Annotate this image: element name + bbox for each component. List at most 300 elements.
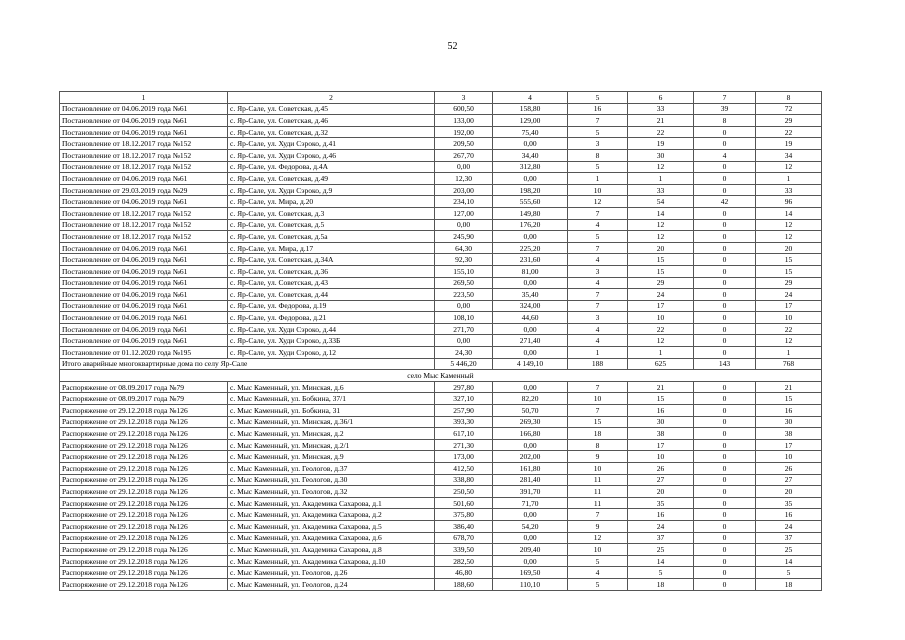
value-cell: 24 xyxy=(756,520,822,532)
value-cell: 12 xyxy=(568,196,628,208)
address-cell: с. Яр-Сале, ул. Советская, д.45 xyxy=(228,103,435,115)
value-cell: 4 xyxy=(568,277,628,289)
value-cell: 29 xyxy=(756,277,822,289)
table-row xyxy=(60,103,822,115)
value-cell: 38 xyxy=(756,428,822,440)
value-cell: 22 xyxy=(628,126,694,138)
value-cell: 21 xyxy=(756,381,822,393)
value-cell: 338,80 xyxy=(435,474,493,486)
value-cell: 0,00 xyxy=(493,173,568,185)
value-cell: 10 xyxy=(568,184,628,196)
table-row xyxy=(60,254,822,266)
value-cell: 71,70 xyxy=(493,497,568,509)
value-cell: 0 xyxy=(694,242,756,254)
value-cell: 12 xyxy=(756,335,822,347)
value-cell: 271,40 xyxy=(493,335,568,347)
table-row xyxy=(60,509,822,521)
value-cell: 149,80 xyxy=(493,207,568,219)
table-row xyxy=(60,161,822,173)
address-cell: с. Яр-Сале, ул. Федорова, д.4А xyxy=(228,161,435,173)
value-cell: 0 xyxy=(694,184,756,196)
value-cell: 391,70 xyxy=(493,486,568,498)
value-cell: 0,00 xyxy=(435,300,493,312)
address-cell: с. Мыс Каменный, ул. Бобкина, 31 xyxy=(228,405,435,417)
value-cell: 0,00 xyxy=(435,219,493,231)
total-value-cell: 4 149,10 xyxy=(493,358,568,370)
document-cell: Постановление от 29.03.2019 года №29 xyxy=(60,184,228,196)
value-cell: 269,30 xyxy=(493,416,568,428)
address-cell: с. Яр-Сале, ул. Худи Сэроко, д.41 xyxy=(228,138,435,150)
address-cell: с. Яр-Сале, ул. Советская, д.5 xyxy=(228,219,435,231)
value-cell: 0 xyxy=(694,416,756,428)
value-cell: 10 xyxy=(756,312,822,324)
value-cell: 412,50 xyxy=(435,463,493,475)
value-cell: 0,00 xyxy=(493,439,568,451)
value-cell: 1 xyxy=(628,347,694,359)
document-cell: Распоряжение от 29.12.2018 года №126 xyxy=(60,578,228,590)
address-cell: с. Яр-Сале, ул. Мира, д.20 xyxy=(228,196,435,208)
value-cell: 11 xyxy=(568,474,628,486)
value-cell: 3 xyxy=(568,265,628,277)
table-row xyxy=(60,312,822,324)
value-cell: 5 xyxy=(568,161,628,173)
value-cell: 0,00 xyxy=(493,381,568,393)
value-cell: 34,40 xyxy=(493,149,568,161)
document-cell: Распоряжение от 29.12.2018 года №126 xyxy=(60,405,228,417)
value-cell: 8 xyxy=(568,149,628,161)
table-row xyxy=(60,463,822,475)
value-cell: 0 xyxy=(694,254,756,266)
value-cell: 0 xyxy=(694,126,756,138)
table-row xyxy=(60,393,822,405)
value-cell: 38 xyxy=(628,428,694,440)
table-row xyxy=(60,381,822,393)
value-cell: 166,80 xyxy=(493,428,568,440)
value-cell: 617,10 xyxy=(435,428,493,440)
value-cell: 155,10 xyxy=(435,265,493,277)
value-cell: 5 xyxy=(756,567,822,579)
value-cell: 386,40 xyxy=(435,520,493,532)
value-cell: 35 xyxy=(756,497,822,509)
value-cell: 0 xyxy=(694,323,756,335)
address-cell: с. Яр-Сале, ул. Худи Сэроко, д.44 xyxy=(228,323,435,335)
value-cell: 267,70 xyxy=(435,149,493,161)
value-cell: 27 xyxy=(628,474,694,486)
value-cell: 0 xyxy=(694,300,756,312)
value-cell: 7 xyxy=(568,242,628,254)
table-row xyxy=(60,578,822,590)
table-row xyxy=(60,196,822,208)
value-cell: 0 xyxy=(694,219,756,231)
value-cell: 5 xyxy=(568,231,628,243)
value-cell: 192,00 xyxy=(435,126,493,138)
value-cell: 0 xyxy=(694,277,756,289)
value-cell: 0 xyxy=(694,231,756,243)
document-cell: Распоряжение от 29.12.2018 года №126 xyxy=(60,520,228,532)
value-cell: 10 xyxy=(756,451,822,463)
address-cell: с. Яр-Сале, ул. Советская, д.5а xyxy=(228,231,435,243)
value-cell: 16 xyxy=(628,405,694,417)
value-cell: 34 xyxy=(756,149,822,161)
value-cell: 82,20 xyxy=(493,393,568,405)
column-header: 1 xyxy=(60,92,228,104)
value-cell: 0,00 xyxy=(435,161,493,173)
value-cell: 12 xyxy=(628,161,694,173)
table-row xyxy=(60,497,822,509)
value-cell: 327,10 xyxy=(435,393,493,405)
value-cell: 54,20 xyxy=(493,520,568,532)
value-cell: 161,80 xyxy=(493,463,568,475)
document-cell: Постановление от 04.06.2019 года №61 xyxy=(60,265,228,277)
value-cell: 5 xyxy=(568,555,628,567)
value-cell: 0,00 xyxy=(435,335,493,347)
value-cell: 96 xyxy=(756,196,822,208)
value-cell: 72 xyxy=(756,103,822,115)
value-cell: 21 xyxy=(628,115,694,127)
value-cell: 0,00 xyxy=(493,347,568,359)
document-cell: Распоряжение от 29.12.2018 года №126 xyxy=(60,544,228,556)
value-cell: 26 xyxy=(628,463,694,475)
column-header: 5 xyxy=(568,92,628,104)
document-cell: Распоряжение от 29.12.2018 года №126 xyxy=(60,428,228,440)
value-cell: 173,00 xyxy=(435,451,493,463)
value-cell: 22 xyxy=(756,126,822,138)
address-cell: с. Мыс Каменный, ул. Геологов, д.37 xyxy=(228,463,435,475)
document-cell: Постановление от 04.06.2019 года №61 xyxy=(60,242,228,254)
value-cell: 7 xyxy=(568,207,628,219)
value-cell: 18 xyxy=(568,428,628,440)
value-cell: 4 xyxy=(694,149,756,161)
value-cell: 14 xyxy=(628,207,694,219)
value-cell: 0 xyxy=(694,520,756,532)
value-cell: 39 xyxy=(694,103,756,115)
value-cell: 25 xyxy=(756,544,822,556)
value-cell: 1 xyxy=(628,173,694,185)
value-cell: 22 xyxy=(628,323,694,335)
value-cell: 17 xyxy=(756,439,822,451)
address-cell: с. Мыс Каменный, ул. Минская, д.2/1 xyxy=(228,439,435,451)
value-cell: 35 xyxy=(628,497,694,509)
address-cell: с. Яр-Сале, ул. Советская, д.46 xyxy=(228,115,435,127)
value-cell: 37 xyxy=(756,532,822,544)
value-cell: 110,10 xyxy=(493,578,568,590)
document-cell: Распоряжение от 29.12.2018 года №126 xyxy=(60,474,228,486)
value-cell: 3 xyxy=(568,138,628,150)
total-value-cell: 143 xyxy=(694,358,756,370)
value-cell: 14 xyxy=(756,555,822,567)
value-cell: 15 xyxy=(756,254,822,266)
document-cell: Постановление от 18.12.2017 года №152 xyxy=(60,149,228,161)
address-cell: с. Мыс Каменный, ул. Минская, д.2 xyxy=(228,428,435,440)
value-cell: 15 xyxy=(628,265,694,277)
address-cell: с. Мыс Каменный, ул. Минская, д.9 xyxy=(228,451,435,463)
address-cell: с. Мыс Каменный, ул. Геологов, д.30 xyxy=(228,474,435,486)
value-cell: 158,80 xyxy=(493,103,568,115)
table-row xyxy=(60,486,822,498)
value-cell: 12,30 xyxy=(435,173,493,185)
value-cell: 29 xyxy=(628,277,694,289)
value-cell: 250,50 xyxy=(435,486,493,498)
value-cell: 129,00 xyxy=(493,115,568,127)
value-cell: 169,50 xyxy=(493,567,568,579)
value-cell: 20 xyxy=(756,486,822,498)
address-cell: с. Яр-Сале, ул. Худи Сэроко, д.46 xyxy=(228,149,435,161)
value-cell: 0 xyxy=(694,497,756,509)
table-row xyxy=(60,532,822,544)
value-cell: 7 xyxy=(568,381,628,393)
value-cell: 12 xyxy=(568,532,628,544)
document-cell: Распоряжение от 29.12.2018 года №126 xyxy=(60,509,228,521)
value-cell: 75,40 xyxy=(493,126,568,138)
value-cell: 209,40 xyxy=(493,544,568,556)
table-row xyxy=(60,289,822,301)
value-cell: 0 xyxy=(694,555,756,567)
document-cell: Постановление от 04.06.2019 года №61 xyxy=(60,196,228,208)
document-cell: Постановление от 04.06.2019 года №61 xyxy=(60,277,228,289)
value-cell: 33 xyxy=(628,103,694,115)
address-cell: с. Мыс Каменный, ул. Академика Сахарова, д.8 xyxy=(228,544,435,556)
value-cell: 0 xyxy=(694,463,756,475)
document-cell: Постановление от 04.06.2019 года №61 xyxy=(60,173,228,185)
table-row xyxy=(60,439,822,451)
value-cell: 127,00 xyxy=(435,207,493,219)
table-row xyxy=(60,115,822,127)
value-cell: 133,00 xyxy=(435,115,493,127)
value-cell: 20 xyxy=(628,242,694,254)
value-cell: 10 xyxy=(568,463,628,475)
value-cell: 15 xyxy=(756,265,822,277)
value-cell: 393,30 xyxy=(435,416,493,428)
value-cell: 0 xyxy=(694,474,756,486)
value-cell: 19 xyxy=(628,138,694,150)
page-number: 52 xyxy=(447,41,458,52)
address-cell: с. Мыс Каменный, ул. Геологов, д.26 xyxy=(228,567,435,579)
table-row xyxy=(60,544,822,556)
value-cell: 25 xyxy=(628,544,694,556)
document-cell: Распоряжение от 29.12.2018 года №126 xyxy=(60,486,228,498)
value-cell: 30 xyxy=(628,416,694,428)
table-row xyxy=(60,184,822,196)
value-cell: 16 xyxy=(756,509,822,521)
value-cell: 0 xyxy=(694,578,756,590)
value-cell: 0,00 xyxy=(493,323,568,335)
value-cell: 0 xyxy=(694,405,756,417)
value-cell: 225,20 xyxy=(493,242,568,254)
value-cell: 7 xyxy=(568,289,628,301)
document-cell: Постановление от 01.12.2020 года №195 xyxy=(60,347,228,359)
address-cell: с. Яр-Сале, ул. Советская, д.3 xyxy=(228,207,435,219)
column-header: 8 xyxy=(756,92,822,104)
document-cell: Постановление от 04.06.2019 года №61 xyxy=(60,289,228,301)
total-label: Итого аварийные многоквартирные дома по селу Яр-Сале xyxy=(60,358,435,370)
value-cell: 22 xyxy=(756,323,822,335)
value-cell: 35,40 xyxy=(493,289,568,301)
value-cell: 0 xyxy=(694,207,756,219)
value-cell: 81,00 xyxy=(493,265,568,277)
value-cell: 5 xyxy=(628,567,694,579)
value-cell: 339,50 xyxy=(435,544,493,556)
address-cell: с. Яр-Сале, ул. Советская, д.32 xyxy=(228,126,435,138)
value-cell: 0 xyxy=(694,428,756,440)
table-row xyxy=(60,555,822,567)
value-cell: 18 xyxy=(756,578,822,590)
value-cell: 12 xyxy=(628,231,694,243)
address-cell: с. Яр-Сале, ул. Федорова, д.19 xyxy=(228,300,435,312)
value-cell: 0,00 xyxy=(493,555,568,567)
value-cell: 555,60 xyxy=(493,196,568,208)
document-cell: Постановление от 18.12.2017 года №152 xyxy=(60,219,228,231)
value-cell: 1 xyxy=(568,347,628,359)
address-cell: с. Яр-Сале, ул. Советская, д.43 xyxy=(228,277,435,289)
value-cell: 12 xyxy=(756,219,822,231)
value-cell: 9 xyxy=(568,520,628,532)
value-cell: 271,30 xyxy=(435,439,493,451)
value-cell: 17 xyxy=(756,300,822,312)
value-cell: 202,00 xyxy=(493,451,568,463)
value-cell: 14 xyxy=(756,207,822,219)
value-cell: 29 xyxy=(756,115,822,127)
value-cell: 0 xyxy=(694,486,756,498)
value-cell: 12 xyxy=(756,161,822,173)
document-cell: Распоряжение от 29.12.2018 года №126 xyxy=(60,555,228,567)
value-cell: 12 xyxy=(628,335,694,347)
value-cell: 108,10 xyxy=(435,312,493,324)
value-cell: 1 xyxy=(756,347,822,359)
value-cell: 26 xyxy=(756,463,822,475)
table-row xyxy=(60,300,822,312)
table-row xyxy=(60,347,822,359)
value-cell: 20 xyxy=(756,242,822,254)
value-cell: 0 xyxy=(694,347,756,359)
value-cell: 11 xyxy=(568,497,628,509)
document-cell: Постановление от 04.06.2019 года №61 xyxy=(60,103,228,115)
table-row xyxy=(60,277,822,289)
address-cell: с. Яр-Сале, ул. Худи Сэроко, д.33Б xyxy=(228,335,435,347)
value-cell: 42 xyxy=(694,196,756,208)
table-body xyxy=(60,92,822,591)
value-cell: 4 xyxy=(568,254,628,266)
address-cell: с. Мыс Каменный, ул. Минская, д.36/1 xyxy=(228,416,435,428)
value-cell: 24 xyxy=(628,289,694,301)
value-cell: 19 xyxy=(756,138,822,150)
document-cell: Постановление от 04.06.2019 года №61 xyxy=(60,335,228,347)
document-cell: Постановление от 04.06.2019 года №61 xyxy=(60,126,228,138)
value-cell: 0 xyxy=(694,173,756,185)
value-cell: 0,00 xyxy=(493,231,568,243)
document-cell: Распоряжение от 08.09.2017 года №79 xyxy=(60,393,228,405)
table-row xyxy=(60,231,822,243)
value-cell: 375,80 xyxy=(435,509,493,521)
value-cell: 223,50 xyxy=(435,289,493,301)
value-cell: 10 xyxy=(568,393,628,405)
document-cell: Распоряжение от 29.12.2018 года №126 xyxy=(60,463,228,475)
table-row xyxy=(60,474,822,486)
value-cell: 7 xyxy=(568,115,628,127)
value-cell: 7 xyxy=(568,300,628,312)
address-cell: с. Мыс Каменный, ул. Академика Сахарова, д.10 xyxy=(228,555,435,567)
value-cell: 0 xyxy=(694,138,756,150)
address-cell: с. Мыс Каменный, ул. Геологов, д.24 xyxy=(228,578,435,590)
value-cell: 54 xyxy=(628,196,694,208)
value-cell: 271,70 xyxy=(435,323,493,335)
address-cell: с. Яр-Сале, ул. Советская, д.34А xyxy=(228,254,435,266)
value-cell: 10 xyxy=(628,312,694,324)
value-cell: 10 xyxy=(628,451,694,463)
value-cell: 0 xyxy=(694,532,756,544)
table-row xyxy=(60,405,822,417)
value-cell: 0 xyxy=(694,161,756,173)
document-cell: Распоряжение от 29.12.2018 года №126 xyxy=(60,451,228,463)
value-cell: 92,30 xyxy=(435,254,493,266)
address-cell: с. Мыс Каменный, ул. Академика Сахарова, д.1 xyxy=(228,497,435,509)
document-cell: Постановление от 04.06.2019 года №61 xyxy=(60,323,228,335)
header-row xyxy=(60,92,822,104)
column-header: 3 xyxy=(435,92,493,104)
address-cell: с. Мыс Каменный, ул. Минская, д.6 xyxy=(228,381,435,393)
address-cell: с. Мыс Каменный, ул. Бобкина, 37/1 xyxy=(228,393,435,405)
total-row xyxy=(60,358,822,370)
table-row xyxy=(60,173,822,185)
total-value-cell: 5 446,20 xyxy=(435,358,493,370)
table-row xyxy=(60,567,822,579)
table-row xyxy=(60,265,822,277)
value-cell: 600,50 xyxy=(435,103,493,115)
value-cell: 297,80 xyxy=(435,381,493,393)
value-cell: 16 xyxy=(628,509,694,521)
value-cell: 4 xyxy=(568,323,628,335)
table-row xyxy=(60,451,822,463)
value-cell: 8 xyxy=(568,439,628,451)
value-cell: 0 xyxy=(694,439,756,451)
housing-table xyxy=(59,91,822,591)
value-cell: 5 xyxy=(568,126,628,138)
table-row xyxy=(60,219,822,231)
value-cell: 269,50 xyxy=(435,277,493,289)
value-cell: 33 xyxy=(756,184,822,196)
document-cell: Постановление от 18.12.2017 года №152 xyxy=(60,207,228,219)
document-cell: Постановление от 04.06.2019 года №61 xyxy=(60,254,228,266)
value-cell: 282,50 xyxy=(435,555,493,567)
value-cell: 1 xyxy=(568,173,628,185)
address-cell: с. Мыс Каменный, ул. Геологов, д.32 xyxy=(228,486,435,498)
value-cell: 18 xyxy=(628,578,694,590)
value-cell: 15 xyxy=(568,416,628,428)
table-row xyxy=(60,242,822,254)
value-cell: 14 xyxy=(628,555,694,567)
value-cell: 0,00 xyxy=(493,138,568,150)
column-header: 6 xyxy=(628,92,694,104)
value-cell: 11 xyxy=(568,486,628,498)
address-cell: с. Яр-Сале, ул. Худи Сэроко, д.12 xyxy=(228,347,435,359)
document-cell: Постановление от 18.12.2017 года №152 xyxy=(60,161,228,173)
value-cell: 198,20 xyxy=(493,184,568,196)
table-row xyxy=(60,335,822,347)
address-cell: с. Яр-Сале, ул. Советская, д.49 xyxy=(228,173,435,185)
value-cell: 20 xyxy=(628,486,694,498)
value-cell: 7 xyxy=(568,405,628,417)
value-cell: 27 xyxy=(756,474,822,486)
value-cell: 0 xyxy=(694,509,756,521)
table-row xyxy=(60,323,822,335)
document-cell: Распоряжение от 29.12.2018 года №126 xyxy=(60,532,228,544)
value-cell: 12 xyxy=(628,219,694,231)
value-cell: 4 xyxy=(568,335,628,347)
value-cell: 324,00 xyxy=(493,300,568,312)
value-cell: 16 xyxy=(568,103,628,115)
value-cell: 21 xyxy=(628,381,694,393)
value-cell: 0 xyxy=(694,544,756,556)
value-cell: 16 xyxy=(756,405,822,417)
